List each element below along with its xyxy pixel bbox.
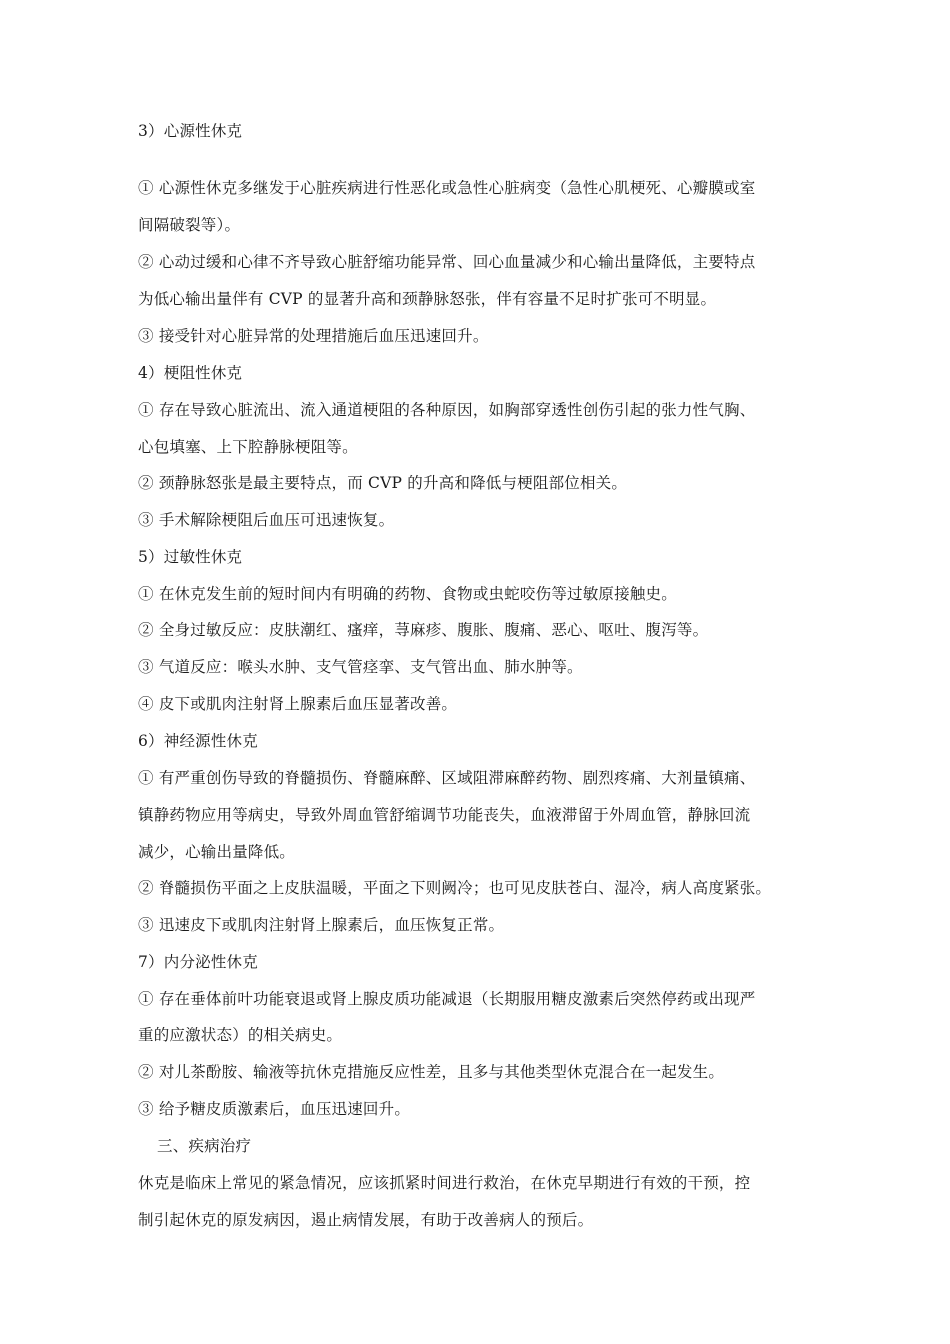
paragraph-line: 心包填塞、上下腔静脉梗阻等。 — [138, 438, 358, 456]
paragraph-line: ① 存在导致心脏流出、流入通道梗阻的各种原因，如胸部穿透性创伤引起的张力性气胸、 — [138, 401, 756, 419]
paragraph-line: 镇静药物应用等病史，导致外周血管舒缩调节功能丧失，血液滞留于外周血管，静脉回流 — [138, 806, 751, 824]
paragraph-line: 为低心输出量伴有 CVP 的显著升高和颈静脉怒张，伴有容量不足时扩张可不明显。 — [138, 290, 717, 308]
paragraph-line: ③ 迅速皮下或肌肉注射肾上腺素后，血压恢复正常。 — [138, 916, 505, 934]
paragraph-line: ③ 手术解除梗阻后血压可迅速恢复。 — [138, 511, 395, 529]
heading-cardiogenic-shock: 3）心源性休克 — [138, 122, 243, 140]
paragraph-line: ② 全身过敏反应：皮肤潮红、瘙痒，荨麻疹、腹胀、腹痛、恶心、呕吐、腹泻等。 — [138, 621, 709, 639]
heading-disease-treatment: 三、疾病治疗 — [157, 1137, 252, 1155]
paragraph-line: ② 颈静脉怒张是最主要特点，而 CVP 的升高和降低与梗阻部位相关。 — [138, 474, 628, 492]
paragraph-line: 制引起休克的原发病因，遏止病情发展，有助于改善病人的预后。 — [138, 1211, 594, 1229]
paragraph-line: ② 心动过缓和心律不齐导致心脏舒缩功能异常、回心血量减少和心输出量降低，主要特点 — [138, 253, 756, 271]
paragraph-line: 休克是临床上常见的紧急情况，应该抓紧时间进行救治，在休克早期进行有效的干预，控 — [138, 1174, 751, 1192]
paragraph-line: ③ 给予糖皮质激素后，血压迅速回升。 — [138, 1100, 411, 1118]
paragraph-line: ① 存在垂体前叶功能衰退或肾上腺皮质功能减退（长期服用糖皮激素后突然停药或出现严 — [138, 990, 756, 1008]
paragraph-line: ③ 接受针对心脏异常的处理措施后血压迅速回升。 — [138, 327, 489, 345]
paragraph-line: 重的应激状态）的相关病史。 — [138, 1026, 343, 1044]
heading-obstructive-shock: 4）梗阻性休克 — [138, 364, 243, 382]
paragraph-line: ① 有严重创伤导致的脊髓损伤、脊髓麻醉、区域阻滞麻醉药物、剧烈疼痛、大剂量镇痛、 — [138, 769, 756, 787]
paragraph-line: ① 在休克发生前的短时间内有明确的药物、食物或虫蛇咬伤等过敏原接触史。 — [138, 585, 677, 603]
paragraph-line: ④ 皮下或肌肉注射肾上腺素后血压显著改善。 — [138, 695, 458, 713]
paragraph-line: ③ 气道反应：喉头水肿、支气管痉挛、支气管出血、肺水肿等。 — [138, 658, 583, 676]
paragraph-line: ② 脊髓损伤平面之上皮肤温暖，平面之下则阙冷；也可见皮肤苍白、湿冷，病人高度紧张。 — [138, 879, 772, 897]
heading-endocrine-shock: 7）内分泌性休克 — [138, 953, 258, 971]
paragraph-line: ① 心源性休克多继发于心脏疾病进行性恶化或急性心脏病变（急性心肌梗死、心瓣膜或室 — [138, 179, 756, 197]
paragraph-line: 减少，心输出量降低。 — [138, 843, 296, 861]
heading-anaphylactic-shock: 5）过敏性休克 — [138, 548, 243, 566]
heading-neurogenic-shock: 6）神经源性休克 — [138, 732, 258, 750]
paragraph-line: 间隔破裂等）。 — [138, 216, 241, 234]
paragraph-line: ② 对儿茶酚胺、输液等抗休克措施反应性差，且多与其他类型休克混合在一起发生。 — [138, 1063, 725, 1081]
